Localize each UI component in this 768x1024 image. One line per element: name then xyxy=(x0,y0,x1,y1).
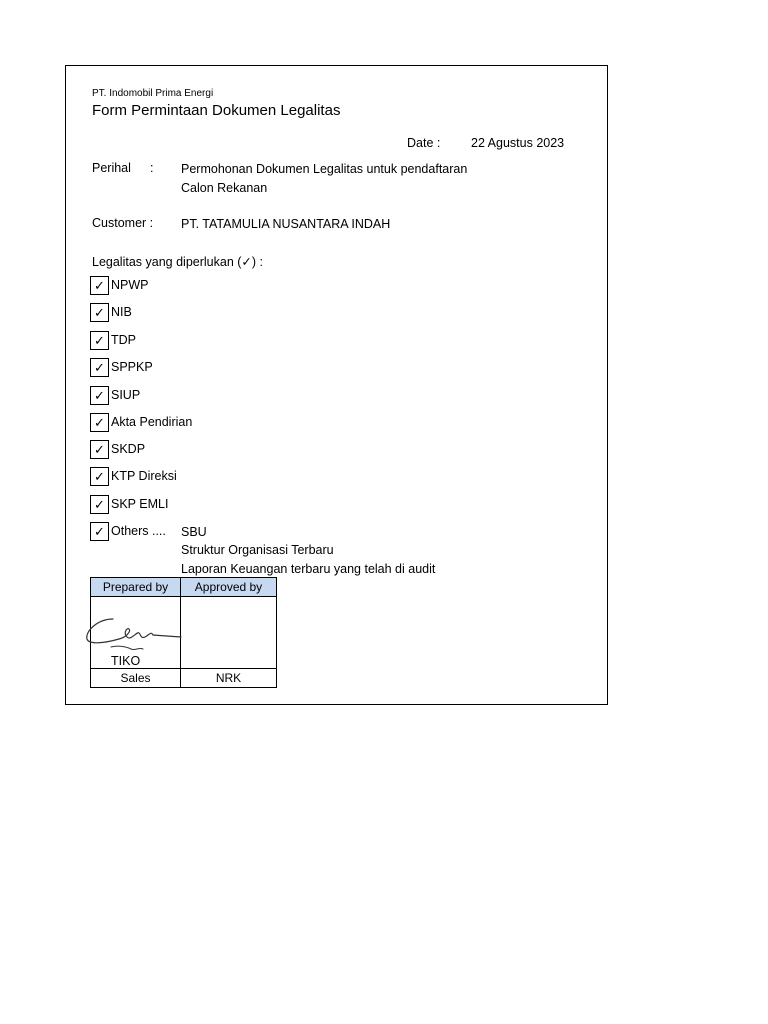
checkbox[interactable]: ✓ xyxy=(90,303,109,322)
checkbox[interactable]: ✓ xyxy=(90,495,109,514)
others-item-laporan: Laporan Keuangan terbaru yang telah di audit xyxy=(181,562,436,576)
others-item-sbu: SBU xyxy=(181,525,207,539)
checkbox[interactable]: ✓ xyxy=(90,522,109,541)
prepared-signature-cell xyxy=(91,597,181,669)
signature-table xyxy=(90,577,277,688)
approved-role: NRK xyxy=(181,669,277,688)
customer-value: PT. TATAMULIA NUSANTARA INDAH xyxy=(181,217,391,231)
form-title: Form Permintaan Dokumen Legalitas xyxy=(92,102,341,119)
checkbox[interactable]: ✓ xyxy=(90,358,109,377)
checkbox[interactable]: ✓ xyxy=(90,331,109,350)
perihal-line-2: Calon Rekanan xyxy=(181,181,268,195)
checklist-label: NIB xyxy=(111,305,132,319)
date-label: Date : xyxy=(407,136,441,150)
customer-label: Customer : xyxy=(92,216,154,230)
prepared-name: TIKO xyxy=(111,654,141,668)
date-value: 22 Agustus 2023 xyxy=(471,136,565,150)
checklist-label: SPPKP xyxy=(111,360,153,374)
checklist-label: SKDP xyxy=(111,442,146,456)
checkbox[interactable]: ✓ xyxy=(90,413,109,432)
perihal-label: Perihal xyxy=(92,161,131,175)
checklist-label: NPWP xyxy=(111,278,149,292)
checklist-label: SKP EMLI xyxy=(111,497,169,511)
prepared-role: Sales xyxy=(91,669,181,688)
prepared-by-header: Prepared by xyxy=(91,578,181,597)
approved-signature-cell xyxy=(181,597,277,669)
checklist-label: KTP Direksi xyxy=(111,469,177,483)
approved-by-header: Approved by xyxy=(181,578,277,597)
checkbox[interactable]: ✓ xyxy=(90,440,109,459)
perihal-line-1: Permohonan Dokumen Legalitas untuk pendaftaran xyxy=(181,162,468,176)
others-item-struktur: Struktur Organisasi Terbaru xyxy=(181,543,334,557)
checkbox[interactable]: ✓ xyxy=(90,467,109,486)
checkbox[interactable]: ✓ xyxy=(90,276,109,295)
perihal-colon: : xyxy=(150,161,154,175)
handwritten-signature xyxy=(83,609,183,659)
checklist-label: SIUP xyxy=(111,388,141,402)
company-name: PT. Indomobil Prima Energi xyxy=(92,88,214,99)
checklist-label: TDP xyxy=(111,333,136,347)
checklist-label: Akta Pendirian xyxy=(111,415,193,429)
checklist-label: Others .... xyxy=(111,524,166,538)
legalitas-heading: Legalitas yang diperlukan (✓) : xyxy=(92,255,263,269)
checkbox[interactable]: ✓ xyxy=(90,386,109,405)
